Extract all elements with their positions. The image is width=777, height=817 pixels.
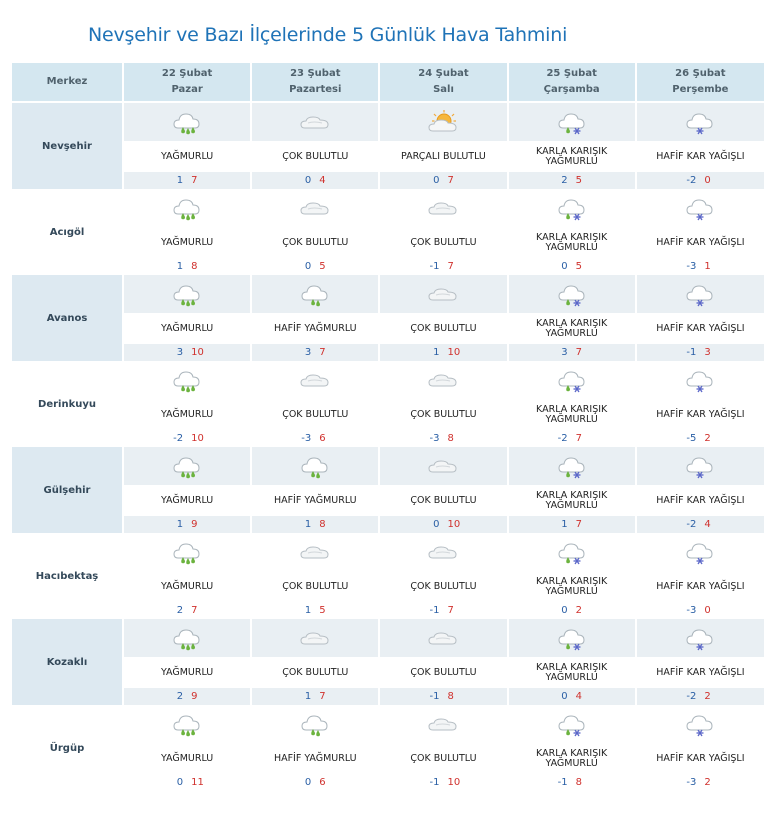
rain-icon [172,624,202,652]
min-temp: 1 [176,175,184,186]
max-temp: 8 [319,519,326,530]
condition-text: KARLA KARIŞIK YAĞMURLU [508,399,636,430]
temperature-cell [636,602,764,619]
temperature-cell [636,172,764,189]
min-temp: -3 [686,777,697,788]
min-temp: 3 [561,347,568,358]
icon-row [12,361,764,399]
condition-text: YAĞMURLU [123,743,251,774]
condition-text: ÇOK BULUTLU [251,399,379,430]
light-snow-icon [685,280,715,308]
max-temp: 7 [319,691,326,702]
condition-row [12,571,764,602]
condition-text: YAĞMURLU [123,399,251,430]
min-temp: 1 [304,691,312,702]
city-name: Avanos [12,275,123,361]
max-temp: 10 [191,433,204,444]
min-temp: 1 [304,519,312,530]
city-block [12,361,764,447]
max-temp: 7 [191,605,198,616]
icon-cell [508,189,636,227]
city-block [12,102,764,189]
header-day [379,63,507,102]
temperature-cell [123,688,251,705]
temperature-cell [123,774,251,791]
icon-cell [636,705,764,743]
city-block [12,533,764,619]
condition-text: ÇOK BULUTLU [379,485,507,516]
icon-cell [251,447,379,485]
header-weekday: Pazar [171,84,203,95]
temperature-cell [251,774,379,791]
condition-text: YAĞMURLU [123,141,251,172]
icon-row [12,705,764,743]
temperature-cell [379,258,507,275]
icon-cell [636,189,764,227]
condition-row [12,399,764,430]
rain-icon [172,452,202,480]
min-temp: 0 [304,175,312,186]
max-temp: 7 [447,175,454,186]
icon-cell [251,619,379,657]
icon-cell [123,619,251,657]
max-temp: 0 [704,175,711,186]
temperature-row [12,344,764,361]
max-temp: 4 [704,519,711,530]
icon-cell [123,705,251,743]
min-temp: 3 [304,347,312,358]
temperature-row [12,774,764,791]
temperature-cell [508,430,636,447]
temperature-cell [379,516,507,533]
condition-row [12,313,764,344]
icon-cell [123,533,251,571]
sleet-icon [557,194,587,222]
icon-cell [251,533,379,571]
temperature-cell [123,516,251,533]
temperature-cell [251,430,379,447]
max-temp: 5 [319,261,326,272]
max-temp: 3 [704,347,711,358]
cloudy-icon [428,452,458,480]
temperature-cell [636,688,764,705]
min-temp: -2 [173,433,184,444]
cloudy-icon [428,366,458,394]
icon-cell [508,705,636,743]
city-block [12,189,764,275]
icon-cell [508,102,636,141]
temperature-cell [508,172,636,189]
header-date: 26 Şubat [675,68,726,79]
temperature-row [12,602,764,619]
icon-cell [379,102,507,141]
header-date: 22 Şubat [161,68,213,79]
icon-cell [379,533,507,571]
city-block [12,447,764,533]
max-temp: 4 [319,175,326,186]
condition-text: HAFİF KAR YAĞIŞLI [636,743,764,774]
light-snow-icon [685,538,715,566]
temperature-cell [508,344,636,361]
min-temp: 0 [433,175,440,186]
rain-icon [172,710,202,738]
cloudy-icon [428,538,458,566]
min-temp: -2 [557,433,568,444]
min-temp: 0 [561,691,568,702]
condition-text: KARLA KARIŞIK YAĞMURLU [508,743,636,774]
temperature-cell [636,516,764,533]
temperature-cell [251,258,379,275]
icon-cell [123,361,251,399]
condition-text: ÇOK BULUTLU [379,571,507,602]
max-temp: 4 [575,691,583,702]
light-rain-icon [300,452,330,480]
rain-icon [172,280,202,308]
condition-text: YAĞMURLU [123,571,251,602]
temperature-cell [508,258,636,275]
condition-text: HAFİF KAR YAĞIŞLI [636,141,764,172]
min-temp: 1 [176,519,184,530]
light-snow-icon [685,710,715,738]
min-temp: -3 [301,433,312,444]
icon-cell [508,275,636,313]
cloudy-icon [300,624,330,652]
max-temp: 11 [191,777,204,788]
sleet-icon [557,452,587,480]
header-day [123,63,251,102]
icon-cell [251,275,379,313]
cloudy-icon [300,366,330,394]
min-temp: 1 [176,261,184,272]
cloudy-icon [300,194,330,222]
temperature-cell [636,430,764,447]
header-date: 23 Şubat [290,68,341,79]
header-weekday: Salı [433,84,454,95]
header-day [508,63,636,102]
temperature-row [12,172,764,189]
temperature-cell [379,344,507,361]
condition-text: YAĞMURLU [123,485,251,516]
condition-text: HAFİF YAĞMURLU [251,313,379,344]
icon-cell [379,275,507,313]
min-temp: 0 [176,777,184,788]
cloudy-icon [300,538,330,566]
max-temp: 8 [447,433,454,444]
temperature-cell [636,258,764,275]
header-day [251,63,379,102]
city-block [12,705,764,791]
max-temp: 0 [704,605,711,616]
max-temp: 7 [191,175,198,186]
max-temp: 7 [447,261,454,272]
min-temp: -1 [429,691,440,702]
temperature-cell [251,602,379,619]
condition-text: HAFİF KAR YAĞIŞLI [636,485,764,516]
temperature-row [12,430,764,447]
max-temp: 2 [575,605,583,616]
city-name: Derinkuyu [12,361,123,447]
icon-cell [379,705,507,743]
light-snow-icon [685,624,715,652]
condition-text: HAFİF YAĞMURLU [251,485,379,516]
header-day [636,63,764,102]
rain-icon [172,108,202,136]
min-temp: 0 [304,261,312,272]
max-temp: 7 [319,347,326,358]
city-name: Ürgüp [12,705,123,791]
max-temp: 10 [447,519,461,530]
max-temp: 6 [319,777,326,788]
forecast-table [12,63,764,791]
icon-cell [636,447,764,485]
condition-text: HAFİF YAĞMURLU [251,743,379,774]
temperature-cell [123,602,251,619]
icon-cell [636,533,764,571]
min-temp: -1 [557,777,568,788]
rain-icon [172,194,202,222]
min-temp: 3 [176,347,184,358]
condition-text: KARLA KARIŞIK YAĞMURLU [508,657,636,688]
max-temp: 6 [319,433,326,444]
max-temp: 2 [704,777,711,788]
min-temp: -1 [686,347,697,358]
max-temp: 10 [447,347,461,358]
light-snow-icon [685,194,715,222]
sleet-icon [557,710,587,738]
condition-row [12,227,764,258]
icon-row [12,275,764,313]
light-snow-icon [685,366,715,394]
min-temp: 0 [433,519,440,530]
city-block [12,275,764,361]
cloudy-icon [300,108,330,136]
condition-text: KARLA KARIŞIK YAĞMURLU [508,485,636,516]
icon-cell [636,275,764,313]
max-temp: 8 [191,261,198,272]
condition-text: KARLA KARIŞIK YAĞMURLU [508,571,636,602]
icon-cell [508,619,636,657]
icon-row [12,619,764,657]
sleet-icon [557,366,587,394]
max-temp: 7 [447,605,454,616]
icon-cell [636,619,764,657]
min-temp: -2 [686,519,697,530]
city-name: Nevşehir [12,102,123,189]
icon-row [12,447,764,485]
temperature-cell [379,774,507,791]
condition-text: KARLA KARIŞIK YAĞMURLU [508,141,636,172]
temperature-row [12,516,764,533]
light-rain-icon [300,710,330,738]
condition-text: ÇOK BULUTLU [379,399,507,430]
min-temp: -3 [429,433,440,444]
light-rain-icon [300,280,330,308]
temperature-cell [508,516,636,533]
header-weekday: Perşembe [672,84,729,95]
icon-cell [123,189,251,227]
icon-cell [251,189,379,227]
condition-text: ÇOK BULUTLU [251,657,379,688]
temperature-cell [379,688,507,705]
max-temp: 1 [704,261,711,272]
min-temp: -1 [429,777,440,788]
sleet-icon [557,624,587,652]
condition-row [12,657,764,688]
icon-row [12,533,764,571]
sleet-icon [557,280,587,308]
temperature-cell [251,516,379,533]
icon-row [12,102,764,141]
header-merkez: Merkez [12,63,123,102]
header-date: 25 Şubat [546,68,597,79]
temperature-cell [123,258,251,275]
icon-cell [123,275,251,313]
min-temp: 1 [433,347,440,358]
min-temp: 2 [176,605,184,616]
min-temp: 2 [176,691,184,702]
light-snow-icon [685,108,715,136]
icon-cell [508,533,636,571]
temperature-cell [508,688,636,705]
max-temp: 7 [575,347,583,358]
condition-text: ÇOK BULUTLU [379,657,507,688]
condition-text: ÇOK BULUTLU [379,313,507,344]
temperature-row [12,258,764,275]
condition-text: YAĞMURLU [123,657,251,688]
sleet-icon [557,108,587,136]
temperature-cell [251,344,379,361]
cloudy-icon [428,280,458,308]
header-weekday: Pazartesi [289,84,342,95]
temperature-cell [251,172,379,189]
condition-text: ÇOK BULUTLU [251,571,379,602]
max-temp: 5 [575,261,583,272]
condition-text: HAFİF KAR YAĞIŞLI [636,399,764,430]
cloudy-icon [428,624,458,652]
icon-cell [251,361,379,399]
max-temp: 10 [447,777,461,788]
condition-text: ÇOK BULUTLU [251,141,379,172]
page-title: Nevşehir ve Bazı İlçelerinde 5 Günlük Hava Tahmini [88,24,568,46]
city-name: Acıgöl [12,189,123,275]
temperature-cell [636,774,764,791]
condition-row [12,485,764,516]
icon-cell [379,189,507,227]
max-temp: 9 [191,691,198,702]
min-temp: 1 [561,519,568,530]
icon-cell [379,361,507,399]
condition-text: HAFİF KAR YAĞIŞLI [636,657,764,688]
temperature-cell [123,172,251,189]
condition-text: KARLA KARIŞIK YAĞMURLU [508,227,636,258]
icon-cell [508,447,636,485]
temperature-cell [379,430,507,447]
cloudy-icon [428,710,458,738]
condition-text: HAFİF KAR YAĞIŞLI [636,313,764,344]
condition-text: KARLA KARIŞIK YAĞMURLU [508,313,636,344]
temperature-cell [123,344,251,361]
rain-icon [172,366,202,394]
min-temp: -3 [686,261,697,272]
header-row [12,63,764,102]
partly-cloudy-icon [428,108,458,136]
max-temp: 7 [575,433,583,444]
max-temp: 5 [319,605,326,616]
min-temp: -3 [686,605,697,616]
condition-row [12,743,764,774]
temperature-cell [636,344,764,361]
city-name: Kozaklı [12,619,123,705]
icon-cell [379,447,507,485]
condition-text: ÇOK BULUTLU [251,227,379,258]
max-temp: 8 [447,691,454,702]
condition-text: PARÇALI BULUTLU [379,141,507,172]
condition-text: HAFİF KAR YAĞIŞLI [636,571,764,602]
condition-text: ÇOK BULUTLU [379,743,507,774]
header-weekday: Çarşamba [543,84,600,95]
max-temp: 8 [575,777,583,788]
icon-cell [251,102,379,141]
city-name: Hacıbektaş [12,533,123,619]
rain-icon [172,538,202,566]
city-block [12,619,764,705]
icon-cell [251,705,379,743]
sleet-icon [557,538,587,566]
header-date: 24 Şubat [418,68,469,79]
temperature-row [12,688,764,705]
temperature-cell [508,602,636,619]
condition-text: HAFİF KAR YAĞIŞLI [636,227,764,258]
temperature-cell [379,602,507,619]
min-temp: 2 [561,175,568,186]
min-temp: -5 [686,433,697,444]
condition-text: YAĞMURLU [123,227,251,258]
min-temp: 0 [304,777,312,788]
cloudy-icon [428,194,458,222]
temperature-cell [379,172,507,189]
max-temp: 2 [704,433,711,444]
condition-row [12,141,764,172]
min-temp: -2 [686,175,697,186]
icon-cell [636,102,764,141]
icon-cell [379,619,507,657]
light-snow-icon [685,452,715,480]
min-temp: -1 [429,261,440,272]
condition-text: ÇOK BULUTLU [379,227,507,258]
icon-cell [508,361,636,399]
temperature-cell [251,688,379,705]
icon-row [12,189,764,227]
icon-cell [123,447,251,485]
icon-cell [123,102,251,141]
icon-cell [636,361,764,399]
min-temp: -1 [429,605,440,616]
temperature-cell [508,774,636,791]
min-temp: 1 [304,605,312,616]
max-temp: 5 [575,175,583,186]
condition-text: YAĞMURLU [123,313,251,344]
min-temp: 0 [561,261,568,272]
max-temp: 2 [704,691,711,702]
max-temp: 7 [575,519,583,530]
temperature-cell [123,430,251,447]
city-name: Gülşehir [12,447,123,533]
min-temp: -2 [686,691,697,702]
max-temp: 10 [191,347,204,358]
max-temp: 9 [191,519,198,530]
min-temp: 0 [561,605,568,616]
